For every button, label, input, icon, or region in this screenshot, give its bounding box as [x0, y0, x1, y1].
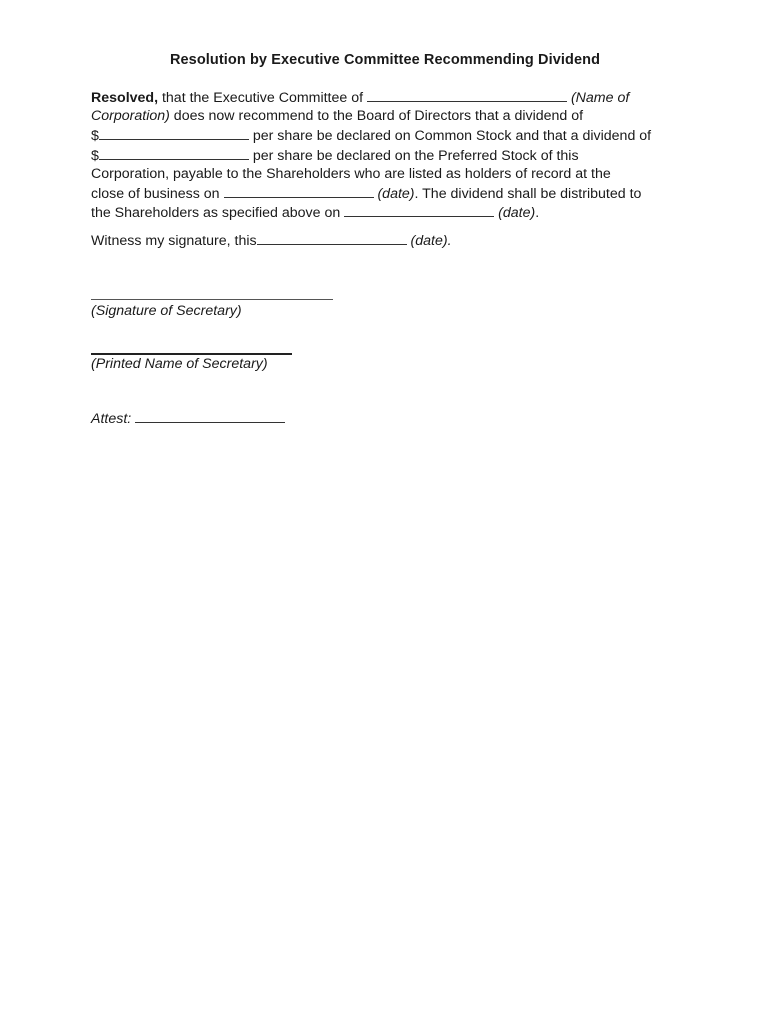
preferred-dividend-amount-blank[interactable] — [99, 146, 249, 160]
resolved-label: Resolved, — [91, 90, 159, 106]
attest-label: Attest: — [91, 411, 136, 427]
attest-line — [91, 410, 285, 427]
common-dividend-amount-blank[interactable] — [99, 126, 249, 140]
witness-line: Witness my signature, this (date). — [91, 233, 452, 249]
resolution-line-4: $ per share be declared on the Preferred Stock of this — [91, 147, 579, 164]
resolution-line-2: Corporation) does now recommend to the Board of Directors that a dividend of — [91, 107, 584, 124]
document-title: Resolution by Executive Committee Recommending Dividend — [169, 52, 601, 68]
resolution-line-5: Corporation, payable to the Shareholders who are listed as holders of record at the — [91, 165, 611, 182]
corporation-name-blank[interactable] — [367, 88, 567, 102]
resolution-line-7: the Shareholders as specified above on (date). — [91, 205, 540, 222]
resolution-line-1: Resolved, that the Executive Committee of (Name of — [91, 90, 630, 106]
secretary-printed-name-line[interactable] — [91, 353, 292, 355]
resolution-paragraph — [91, 88, 691, 223]
secretary-signature-line[interactable] — [91, 299, 333, 300]
resolution-line-3: $ per share be declared on Common Stock and that a dividend of — [91, 127, 652, 144]
secretary-printed-name-label: (Printed Name of Secretary) — [91, 356, 268, 372]
resolution-line-6: close of business on (date). The dividend shall be distributed to — [91, 185, 642, 202]
attest-blank[interactable] — [135, 410, 285, 423]
distribution-date-blank[interactable] — [344, 203, 494, 217]
witness-date-blank[interactable] — [257, 231, 407, 245]
secretary-signature-label: (Signature of Secretary) — [91, 303, 242, 319]
record-date-blank[interactable] — [224, 184, 374, 198]
